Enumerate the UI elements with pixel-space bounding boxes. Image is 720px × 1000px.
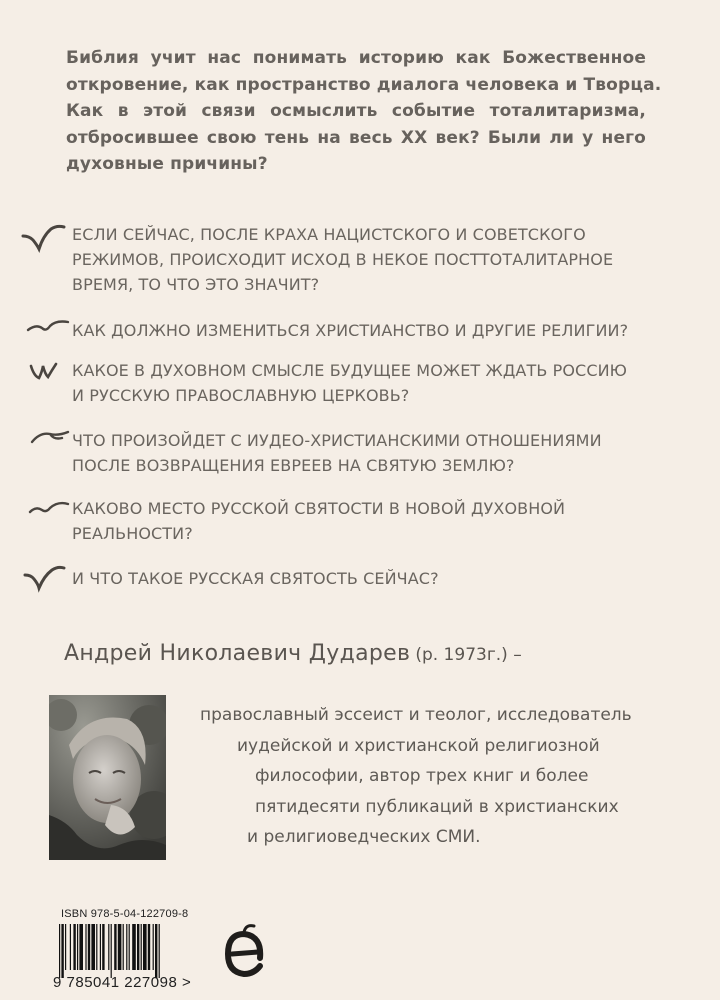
barcode-bar — [123, 924, 124, 970]
bird-icon — [28, 360, 58, 384]
bio-line: и религиоведческих СМИ. — [247, 827, 481, 847]
barcode-bar — [114, 924, 116, 970]
question-line: ВРЕМЯ, ТО ЧТО ЭТО ЗНАЧИТ? — [72, 275, 320, 294]
publisher-logo — [222, 922, 266, 982]
question-line: КАК ДОЛЖНО ИЗМЕНИТЬСЯ ХРИСТИАНСТВО И ДРУГИЕ РЕЛИГИИ? — [72, 321, 629, 340]
barcode — [53, 908, 198, 990]
barcode-bar — [61, 924, 63, 978]
question-item — [72, 222, 613, 297]
question-line: КАКОВО МЕСТО РУССКОЙ СВЯТОСТИ В НОВОЙ ДУХОВНОЙ — [72, 499, 566, 518]
question-line: КАКОЕ В ДУХОВНОМ СМЫСЛЕ БУДУЩЕЕ МОЖЕТ ЖДАТЬ РОССИЮ — [72, 361, 628, 380]
author-name: Андрей Николаевич Дударев — [64, 641, 411, 666]
barcode-bar — [111, 924, 112, 978]
bird-icon — [26, 316, 70, 336]
bio-line: философии, автор трех книг и более — [255, 766, 589, 786]
intro-line: Как в этой связи осмыслить событие тоталитаризма, — [66, 101, 646, 121]
barcode-bar — [65, 924, 66, 970]
barcode-bar — [153, 924, 154, 970]
question-item — [72, 358, 627, 408]
barcode-bar — [100, 924, 101, 970]
barcode-bar — [102, 924, 104, 970]
question-line: РЕЖИМОВ, ПРОИСХОДИТ ИСХОД В НЕКОЕ ПОСТТОТАЛИТАРНОЕ — [72, 250, 614, 269]
question-item — [72, 496, 565, 546]
intro-line: откровение, как пространство диалога человека и Творца. — [66, 74, 662, 95]
barcode-bar — [155, 924, 157, 978]
barcode-bar — [148, 924, 150, 970]
barcode-bar — [85, 924, 86, 970]
barcode-bars — [59, 924, 195, 978]
isbn-number: 9 785041 227098 > — [53, 974, 192, 991]
intro-line: духовные причины? — [66, 154, 268, 174]
barcode-bar — [70, 924, 71, 970]
intro-paragraph — [66, 45, 662, 178]
barcode-bar — [59, 924, 60, 978]
bio-line: пятидесяти публикаций в христианских — [255, 796, 619, 817]
barcode-bar — [143, 924, 147, 970]
question-line: И РУССКУЮ ПРАВОСЛАВНУЮ ЦЕРКОВЬ? — [72, 386, 410, 405]
barcode-bar — [79, 924, 83, 970]
barcode-bar — [132, 924, 136, 970]
question-line: ПОСЛЕ ВОЗВРАЩЕНИЯ ЕВРЕЕВ НА СВЯТУЮ ЗЕМЛЮ? — [72, 456, 515, 475]
barcode-bar — [159, 924, 160, 978]
question-item — [72, 428, 602, 478]
bio-line: иудейской и христианской религиозной — [237, 735, 600, 756]
question-item — [72, 318, 628, 343]
bird-icon — [28, 498, 70, 518]
author-bio — [200, 700, 640, 853]
barcode-bar — [108, 924, 109, 970]
barcode-bar — [137, 924, 139, 970]
author-photo — [49, 695, 166, 860]
question-line: ЕСЛИ СЕЙЧАС, ПОСЛЕ КРАХА НАЦИСТСКОГО И СОВЕТСКОГО — [72, 225, 586, 244]
question-line: И ЧТО ТАКОЕ РУССКАЯ СВЯТОСТЬ СЕЙЧАС? — [72, 569, 439, 588]
intro-line: отбросившее свою тень на весь XX век? Были ли у него — [66, 127, 646, 148]
author-heading — [64, 641, 522, 666]
bio-line: православный эссеист и теолог, исследователь — [200, 705, 632, 725]
author-years: (р. 1973г.) – — [415, 645, 522, 665]
question-line: ЧТО ПРОИЗОЙДЕТ С ИУДЕО-ХРИСТИАНСКИМИ ОТНОШЕНИЯМИ — [72, 431, 602, 450]
barcode-bar — [73, 924, 75, 970]
barcode-bar — [88, 924, 90, 970]
barcode-bar — [96, 924, 97, 970]
bird-icon — [22, 565, 66, 593]
barcode-bar — [129, 924, 130, 970]
barcode-bar — [126, 924, 127, 970]
question-item — [72, 566, 439, 591]
barcode-bar — [141, 924, 142, 970]
barcode-bar — [118, 924, 122, 970]
barcode-bar — [91, 924, 95, 970]
intro-line: Библия учит нас понимать историю как Божественное — [66, 48, 646, 68]
bird-icon — [30, 428, 70, 448]
bird-icon — [20, 224, 66, 254]
isbn-label: ISBN 978-5-04-122709-8 — [61, 908, 189, 920]
question-line: РЕАЛЬНОСТИ? — [72, 524, 193, 543]
barcode-bar — [77, 924, 78, 970]
